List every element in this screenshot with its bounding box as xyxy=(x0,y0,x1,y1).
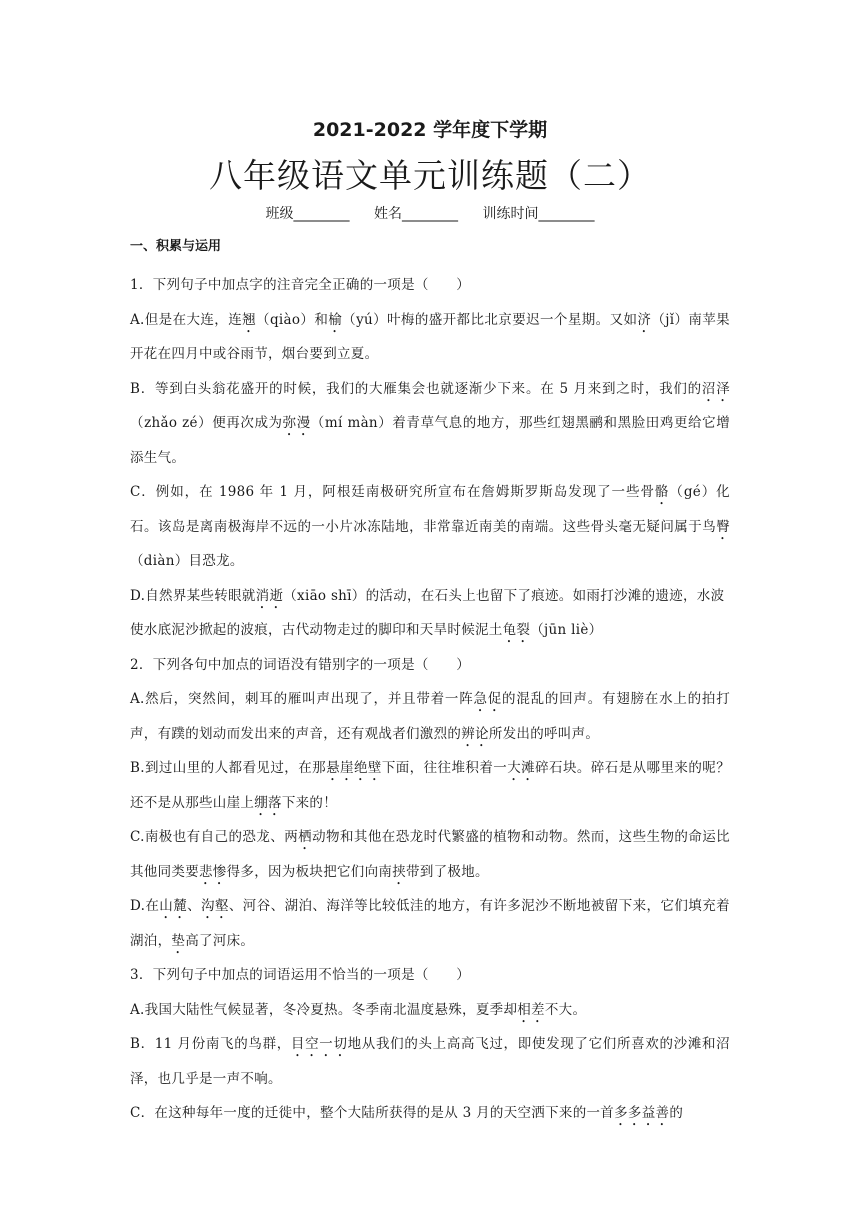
dotted-word: 臀 xyxy=(716,518,730,535)
question-2-option-c: C.南极也有自己的恐龙、两栖动物和其他在恐龙时代繁盛的植物和动物。然而，这些生物的命运比其他同类要悲惨得多，因为板块把它们向南挟带到了极地。 xyxy=(130,829,730,880)
question-1-option-c: C．例如，在 1986 年 1 月，阿根廷南极研究所宣布在詹姆斯罗斯岛发现了一些骨骼（gé）化石。该岛是离南极海岸不远的一小片冰冻陆地，非常靠近南美的南端。这些骨头毫无疑问属于鸟臀（diàn）目恐龙。 xyxy=(130,484,730,569)
question-2-option-d: D.在山麓、沟壑、河谷、湖泊、海洋等比较低洼的地方，有许多泥沙不断地被留下来，它们填充着湖泊，垫高了河床。 xyxy=(130,898,730,949)
question-1-stem: 1．下列句子中加点字的注音完全正确的一项是（ ） xyxy=(130,277,471,293)
dotted-word: 翘 xyxy=(242,311,257,328)
dotted-word: 垫 xyxy=(171,932,186,949)
dotted-word: 骼 xyxy=(654,484,670,500)
page-title: 八年级语文单元训练题（二） xyxy=(209,156,651,195)
section-heading: 一、积累与运用 xyxy=(130,239,222,254)
dotted-word: 榆 xyxy=(328,311,343,328)
question-2-option-b: B.到过山里的人都看见过，在那悬崖绝壁下面，往往堆积着一大滩碎石块。碎石是从哪里来的呢？还不是从那些山崖上绷落下来的！ xyxy=(130,760,731,811)
question-1-option-a: A.但是在大连，连翘（qiào）和榆（yú）叶梅的盛开都比北京要迟一个星期。又如济（jǐ）南苹果开花在四月中或谷雨节，烟台要到立夏。 xyxy=(130,311,730,362)
question-3-option-b: B．11 月份南飞的鸟群，目空一切地从我们的头上高高飞过，即使发现了它们所喜欢的沙滩和沼泽，也几乎是一声不响。 xyxy=(130,1036,730,1087)
school-year-heading: 2021-2022 学年度下学期 xyxy=(312,119,548,141)
dotted-word: 龟裂 xyxy=(502,622,531,638)
name-field: 姓名________ xyxy=(374,206,458,222)
dotted-word: 大滩 xyxy=(507,760,536,776)
dotted-word: 消逝 xyxy=(255,587,284,604)
question-1-option-b: B．等到白头翁花盛开的时候，我们的大雁集会也就逐渐少下来。在 5 月来到之时，我们的沼泽（zhǎo zé）便再次成为弥漫（mí màn）着青草气息的地方，那些红翅黑鹂和黑脸田鸡更给它增添生气。 xyxy=(130,380,730,466)
dotted-word: 挟 xyxy=(392,863,407,880)
training-time-field: 训练时间________ xyxy=(482,206,595,222)
question-3-stem: 3．下列句子中加点的词语运用不恰当的一项是（ ） xyxy=(130,967,471,983)
student-info-line xyxy=(0,203,860,223)
dotted-word: 弥漫 xyxy=(282,415,311,431)
dotted-word: 绷落 xyxy=(254,794,282,811)
dotted-word: 悲惨 xyxy=(199,863,227,880)
dotted-word: 相差 xyxy=(517,1001,545,1018)
class-field: 班级________ xyxy=(265,206,350,222)
question-2-stem: 2．下列各句中加点的词语没有错别字的一项是（ ） xyxy=(130,656,471,673)
question-2-option-a: A.然后，突然间，刺耳的雁叫声出现了，并且带着一阵急促的混乱的回声。有翅膀在水上的拍打声，有蹼的划动而发出来的声音，还有观战者们激烈的辨论所发出的呼叫声。 xyxy=(130,691,730,742)
dotted-word: 栖 xyxy=(298,829,313,845)
dotted-word: 山麓 xyxy=(159,898,188,914)
question-list xyxy=(130,268,730,1131)
dotted-word: 辨论 xyxy=(461,725,489,742)
dotted-word: 多多益善 xyxy=(614,1105,670,1121)
question-3-option-a: A.我国大陆性气候显著，冬冷夏热。冬季南北温度悬殊，夏季却相差不大。 xyxy=(130,1001,587,1018)
dotted-word: 沼泽 xyxy=(701,380,730,397)
dotted-word: 济 xyxy=(637,311,652,328)
dotted-word: 急促 xyxy=(473,691,503,707)
question-3-option-c: C．在这种每年一度的迁徙中，整个大陆所获得的是从 3 月的天空洒下来的一首多多益善的 xyxy=(130,1105,684,1121)
dotted-word: 目空一切 xyxy=(290,1036,348,1052)
dotted-word: 悬崖绝壁 xyxy=(326,760,382,776)
question-1-option-d: D.自然界某些转眼就消逝（xiāo shī）的活动，在石头上也留下了痕迹。如雨打沙滩的遗迹，水波使水底泥沙掀起的波痕，古代动物走过的脚印和天旱时候泥土龟裂（jūn liè） xyxy=(130,587,725,638)
dotted-word: 沟壑 xyxy=(201,898,229,914)
